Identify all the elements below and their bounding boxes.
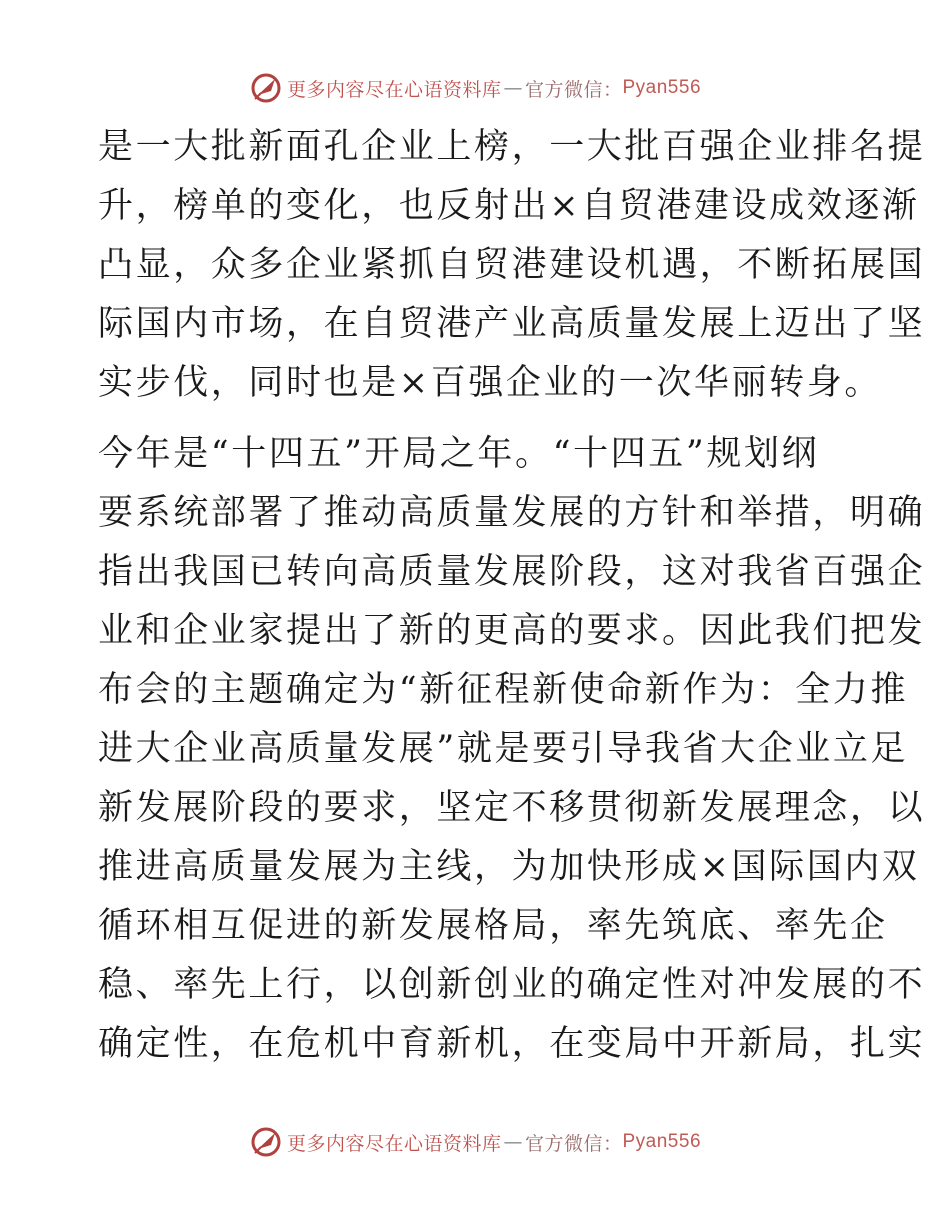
header-watermark — [0, 68, 950, 108]
text-line: 新发展阶段的要求，坚定不移贯彻新发展理念，以 — [98, 788, 926, 828]
watermark-wechat-label: 官方微信： — [524, 1132, 623, 1155]
document-body — [98, 118, 926, 1074]
text-line: 循环相互促进的新发展格局，率先筑底、率先企 — [98, 906, 888, 946]
quill-logo-icon — [249, 1125, 283, 1159]
watermark-dash: — — [503, 1131, 523, 1153]
text-line: 指出我国已转向高质量发展阶段，这对我省百强企 — [98, 552, 926, 592]
footer-watermark — [0, 1122, 950, 1162]
watermark-dash: — — [503, 77, 523, 99]
text-line: 今年是“十四五”开局之年。“十四五”规划纲 — [98, 434, 820, 474]
text-line: 稳、率先上行，以创新创业的确定性对冲发展的不 — [98, 965, 926, 1005]
watermark-wechat-id: Pyan556 — [622, 77, 702, 98]
text-line: 是一大批新面孔企业上榜，一大批百强企业排名提 — [98, 127, 926, 167]
text-line: 业和企业家提出了新的更高的要求。因此我们把发 — [98, 611, 926, 651]
text-line: 际国内市场，在自贸港产业高质量发展上迈出了坚 — [98, 304, 926, 344]
quill-logo-icon — [249, 71, 283, 105]
text-line: 升，榜单的变化，也反射出×自贸港建设成效逐渐 — [98, 186, 920, 226]
text-line: 确定性，在危机中育新机，在变局中开新局，扎实 — [98, 1024, 926, 1064]
text-line: 要系统部署了推动高质量发展的方针和举措，明确 — [98, 493, 926, 533]
text-line: 推进高质量发展为主线，为加快形成×国际国内双 — [98, 847, 920, 887]
watermark-site-text: 更多内容尽在心语资料库 — [286, 78, 502, 101]
watermark-site-text: 更多内容尽在心语资料库 — [286, 1132, 502, 1155]
text-line: 布会的主题确定为“新征程新使命新作为：全力推 — [98, 670, 909, 710]
watermark-wechat-label: 官方微信： — [524, 78, 623, 101]
watermark-wechat-id: Pyan556 — [622, 1131, 702, 1152]
text-line: 凸显，众多企业紧抓自贸港建设机遇，不断拓展国 — [98, 245, 926, 285]
text-line: 实步伐，同时也是×百强企业的一次华丽转身。 — [98, 363, 882, 403]
text-line: 进大企业高质量发展”就是要引导我省大企业立足 — [98, 729, 909, 769]
